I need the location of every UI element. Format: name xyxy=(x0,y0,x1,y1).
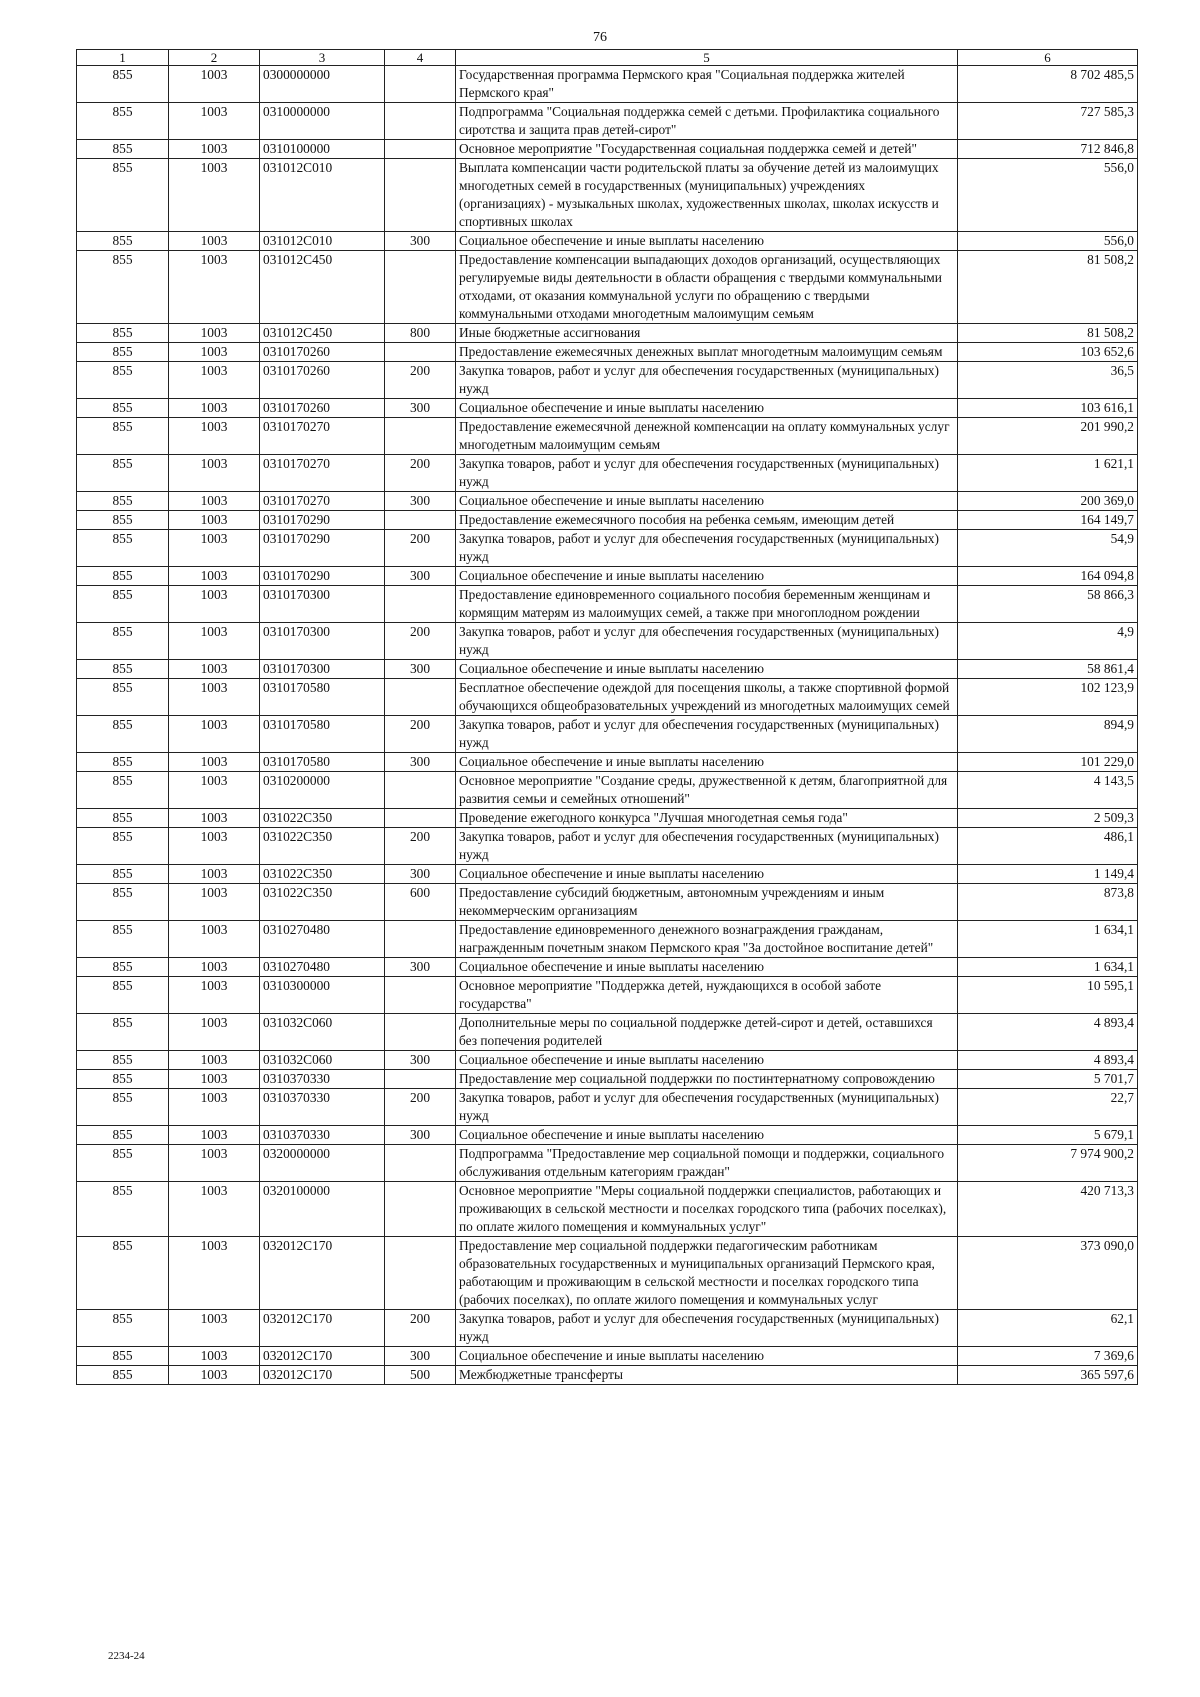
cell-item-name: Закупка товаров, работ и услуг для обеспечения государственных (муниципальных) нужд xyxy=(456,623,958,660)
cell-target-article: 0310170290 xyxy=(260,511,385,530)
cell-target-article: 0310170270 xyxy=(260,418,385,455)
cell-item-name: Межбюджетные трансферты xyxy=(456,1366,958,1385)
cell-ministry-code: 855 xyxy=(77,1366,169,1385)
table-row xyxy=(77,66,1138,103)
cell-amount: 22,7 xyxy=(958,1089,1138,1126)
cell-target-article: 031022С350 xyxy=(260,828,385,865)
cell-ministry-code: 855 xyxy=(77,1070,169,1089)
column-header: 3 xyxy=(260,50,385,66)
cell-ministry-code: 855 xyxy=(77,140,169,159)
cell-amount: 1 149,4 xyxy=(958,865,1138,884)
table-row xyxy=(77,1145,1138,1182)
cell-amount: 164 149,7 xyxy=(958,511,1138,530)
column-header: 4 xyxy=(385,50,456,66)
cell-target-article: 0300000000 xyxy=(260,66,385,103)
cell-expense-type: 300 xyxy=(385,753,456,772)
cell-ministry-code: 855 xyxy=(77,66,169,103)
cell-amount: 727 585,3 xyxy=(958,103,1138,140)
table-row xyxy=(77,1310,1138,1347)
cell-amount: 5 701,7 xyxy=(958,1070,1138,1089)
cell-expense-type: 300 xyxy=(385,958,456,977)
cell-target-article: 0310370330 xyxy=(260,1089,385,1126)
cell-target-article: 0310370330 xyxy=(260,1126,385,1145)
cell-item-name: Социальное обеспечение и иные выплаты населению xyxy=(456,567,958,586)
cell-expense-type: 200 xyxy=(385,828,456,865)
table-row xyxy=(77,1014,1138,1051)
cell-target-article: 0310170580 xyxy=(260,716,385,753)
cell-ministry-code: 855 xyxy=(77,1237,169,1310)
cell-target-article: 0320100000 xyxy=(260,1182,385,1237)
cell-expense-type xyxy=(385,1070,456,1089)
cell-section-code: 1003 xyxy=(169,511,260,530)
cell-item-name: Предоставление ежемесячных денежных выплат многодетным малоимущим семьям xyxy=(456,343,958,362)
table-row xyxy=(77,1051,1138,1070)
cell-target-article: 0310170300 xyxy=(260,660,385,679)
table-row xyxy=(77,679,1138,716)
cell-amount: 420 713,3 xyxy=(958,1182,1138,1237)
cell-ministry-code: 855 xyxy=(77,1182,169,1237)
cell-ministry-code: 855 xyxy=(77,1014,169,1051)
cell-target-article: 0310100000 xyxy=(260,140,385,159)
table-row xyxy=(77,1366,1138,1385)
cell-ministry-code: 855 xyxy=(77,530,169,567)
cell-section-code: 1003 xyxy=(169,865,260,884)
cell-amount: 164 094,8 xyxy=(958,567,1138,586)
cell-item-name: Закупка товаров, работ и услуг для обеспечения государственных (муниципальных) нужд xyxy=(456,455,958,492)
cell-expense-type: 200 xyxy=(385,1089,456,1126)
cell-ministry-code: 855 xyxy=(77,977,169,1014)
cell-expense-type: 800 xyxy=(385,324,456,343)
cell-section-code: 1003 xyxy=(169,921,260,958)
cell-amount: 103 652,6 xyxy=(958,343,1138,362)
cell-section-code: 1003 xyxy=(169,679,260,716)
table-row xyxy=(77,567,1138,586)
cell-amount: 58 866,3 xyxy=(958,586,1138,623)
cell-ministry-code: 855 xyxy=(77,586,169,623)
cell-target-article: 0310300000 xyxy=(260,977,385,1014)
cell-target-article: 032012С170 xyxy=(260,1310,385,1347)
cell-amount: 8 702 485,5 xyxy=(958,66,1138,103)
cell-item-name: Закупка товаров, работ и услуг для обеспечения государственных (муниципальных) нужд xyxy=(456,828,958,865)
cell-section-code: 1003 xyxy=(169,1347,260,1366)
cell-expense-type: 200 xyxy=(385,623,456,660)
cell-expense-type: 600 xyxy=(385,884,456,921)
cell-expense-type xyxy=(385,103,456,140)
cell-amount: 873,8 xyxy=(958,884,1138,921)
cell-item-name: Предоставление компенсации выпадающих доходов организаций, осуществляющих регулируемые виды деятельности в области обращения с твердыми коммунальными отходами, от оказания коммунальной услуги по обращению с твердыми коммунальными отходами многодетным малоимущим семьям xyxy=(456,251,958,324)
cell-ministry-code: 855 xyxy=(77,362,169,399)
cell-ministry-code: 855 xyxy=(77,1347,169,1366)
cell-item-name: Предоставление субсидий бюджетным, автономным учреждениям и иным некоммерческим организациям xyxy=(456,884,958,921)
table-row xyxy=(77,977,1138,1014)
cell-expense-type: 300 xyxy=(385,660,456,679)
cell-ministry-code: 855 xyxy=(77,623,169,660)
cell-target-article: 032012С170 xyxy=(260,1347,385,1366)
cell-section-code: 1003 xyxy=(169,809,260,828)
cell-amount: 7 974 900,2 xyxy=(958,1145,1138,1182)
cell-ministry-code: 855 xyxy=(77,1126,169,1145)
cell-expense-type xyxy=(385,809,456,828)
cell-amount: 894,9 xyxy=(958,716,1138,753)
cell-item-name: Предоставление ежемесячной денежной компенсации на оплату коммунальных услуг многодетным малоимущим семьям xyxy=(456,418,958,455)
cell-section-code: 1003 xyxy=(169,251,260,324)
cell-item-name: Закупка товаров, работ и услуг для обеспечения государственных (муниципальных) нужд xyxy=(456,362,958,399)
cell-expense-type xyxy=(385,251,456,324)
cell-section-code: 1003 xyxy=(169,399,260,418)
cell-item-name: Подпрограмма "Предоставление мер социальной помощи и поддержки, социального обслуживания отдельным категориям граждан" xyxy=(456,1145,958,1182)
cell-expense-type: 300 xyxy=(385,865,456,884)
cell-target-article: 0310170580 xyxy=(260,679,385,716)
table-row xyxy=(77,660,1138,679)
cell-expense-type: 300 xyxy=(385,1126,456,1145)
cell-item-name: Социальное обеспечение и иные выплаты населению xyxy=(456,958,958,977)
table-row xyxy=(77,324,1138,343)
cell-amount: 1 621,1 xyxy=(958,455,1138,492)
cell-amount: 7 369,6 xyxy=(958,1347,1138,1366)
cell-target-article: 0310270480 xyxy=(260,958,385,977)
cell-expense-type: 200 xyxy=(385,716,456,753)
cell-target-article: 0310170290 xyxy=(260,530,385,567)
cell-ministry-code: 855 xyxy=(77,1051,169,1070)
cell-target-article: 0310170270 xyxy=(260,455,385,492)
table-body xyxy=(77,66,1138,1385)
cell-target-article: 031022С350 xyxy=(260,884,385,921)
cell-ministry-code: 855 xyxy=(77,660,169,679)
cell-item-name: Социальное обеспечение и иные выплаты населению xyxy=(456,232,958,251)
cell-expense-type: 200 xyxy=(385,530,456,567)
cell-section-code: 1003 xyxy=(169,828,260,865)
cell-target-article: 0310170580 xyxy=(260,753,385,772)
table-row xyxy=(77,1237,1138,1310)
cell-amount: 4 893,4 xyxy=(958,1014,1138,1051)
cell-ministry-code: 855 xyxy=(77,772,169,809)
cell-ministry-code: 855 xyxy=(77,492,169,511)
cell-target-article: 0310170260 xyxy=(260,399,385,418)
cell-amount: 81 508,2 xyxy=(958,251,1138,324)
cell-amount: 4 893,4 xyxy=(958,1051,1138,1070)
cell-amount: 556,0 xyxy=(958,159,1138,232)
table-row xyxy=(77,232,1138,251)
cell-target-article: 0310200000 xyxy=(260,772,385,809)
cell-target-article: 0310170260 xyxy=(260,362,385,399)
table-row xyxy=(77,884,1138,921)
cell-amount: 81 508,2 xyxy=(958,324,1138,343)
cell-item-name: Социальное обеспечение и иные выплаты населению xyxy=(456,660,958,679)
table-row xyxy=(77,1089,1138,1126)
cell-item-name: Предоставление мер социальной поддержки педагогическим работникам образовательных государственных и муниципальных организаций Пермского края, работающим и проживающим в сельской местности и поселках городского типа (рабочих поселках), по оплате жилого помещения и коммунальных услуг xyxy=(456,1237,958,1310)
cell-target-article: 031012С010 xyxy=(260,159,385,232)
table-row xyxy=(77,958,1138,977)
cell-amount: 5 679,1 xyxy=(958,1126,1138,1145)
table-row xyxy=(77,1070,1138,1089)
cell-section-code: 1003 xyxy=(169,530,260,567)
cell-target-article: 0310000000 xyxy=(260,103,385,140)
cell-target-article: 0310170270 xyxy=(260,492,385,511)
cell-ministry-code: 855 xyxy=(77,958,169,977)
cell-item-name: Социальное обеспечение и иные выплаты населению xyxy=(456,1347,958,1366)
cell-item-name: Основное мероприятие "Поддержка детей, нуждающихся в особой заботе государства" xyxy=(456,977,958,1014)
cell-target-article: 0310170290 xyxy=(260,567,385,586)
cell-ministry-code: 855 xyxy=(77,324,169,343)
cell-section-code: 1003 xyxy=(169,586,260,623)
cell-expense-type: 300 xyxy=(385,492,456,511)
cell-item-name: Предоставление ежемесячного пособия на ребенка семьям, имеющим детей xyxy=(456,511,958,530)
table-row xyxy=(77,1182,1138,1237)
cell-target-article: 0310170260 xyxy=(260,343,385,362)
table-row xyxy=(77,772,1138,809)
cell-expense-type xyxy=(385,921,456,958)
cell-section-code: 1003 xyxy=(169,977,260,1014)
cell-item-name: Бесплатное обеспечение одеждой для посещения школы, а также спортивной формой обучающихся общеобразовательных учреждений из многодетных малоимущих семей xyxy=(456,679,958,716)
cell-section-code: 1003 xyxy=(169,1310,260,1347)
cell-expense-type xyxy=(385,977,456,1014)
cell-ministry-code: 855 xyxy=(77,567,169,586)
cell-ministry-code: 855 xyxy=(77,232,169,251)
cell-ministry-code: 855 xyxy=(77,921,169,958)
cell-target-article: 031022С350 xyxy=(260,809,385,828)
cell-amount: 62,1 xyxy=(958,1310,1138,1347)
cell-amount: 102 123,9 xyxy=(958,679,1138,716)
table-row xyxy=(77,809,1138,828)
cell-amount: 373 090,0 xyxy=(958,1237,1138,1310)
cell-section-code: 1003 xyxy=(169,66,260,103)
cell-item-name: Социальное обеспечение и иные выплаты населению xyxy=(456,753,958,772)
cell-target-article: 0310370330 xyxy=(260,1070,385,1089)
cell-ministry-code: 855 xyxy=(77,753,169,772)
table-row xyxy=(77,828,1138,865)
cell-expense-type: 200 xyxy=(385,455,456,492)
cell-section-code: 1003 xyxy=(169,1126,260,1145)
cell-target-article: 0320000000 xyxy=(260,1145,385,1182)
cell-section-code: 1003 xyxy=(169,232,260,251)
cell-section-code: 1003 xyxy=(169,772,260,809)
cell-amount: 4,9 xyxy=(958,623,1138,660)
cell-ministry-code: 855 xyxy=(77,884,169,921)
cell-item-name: Социальное обеспечение и иные выплаты населению xyxy=(456,865,958,884)
cell-ministry-code: 855 xyxy=(77,455,169,492)
cell-target-article: 031012С010 xyxy=(260,232,385,251)
table-row xyxy=(77,1347,1138,1366)
cell-item-name: Предоставление мер социальной поддержки по постинтернатному сопровождению xyxy=(456,1070,958,1089)
cell-ministry-code: 855 xyxy=(77,418,169,455)
cell-expense-type xyxy=(385,418,456,455)
cell-section-code: 1003 xyxy=(169,1070,260,1089)
cell-target-article: 031012С450 xyxy=(260,251,385,324)
table-row xyxy=(77,753,1138,772)
table-row xyxy=(77,865,1138,884)
cell-section-code: 1003 xyxy=(169,1237,260,1310)
cell-target-article: 032012С170 xyxy=(260,1237,385,1310)
cell-section-code: 1003 xyxy=(169,418,260,455)
cell-amount: 1 634,1 xyxy=(958,958,1138,977)
cell-target-article: 0310170300 xyxy=(260,623,385,660)
column-header: 1 xyxy=(77,50,169,66)
cell-expense-type xyxy=(385,1182,456,1237)
cell-item-name: Проведение ежегодного конкурса "Лучшая многодетная семья года" xyxy=(456,809,958,828)
column-header: 5 xyxy=(456,50,958,66)
cell-item-name: Предоставление единовременного социального пособия беременным женщинам и кормящим матерям из малоимущих семей, а также при многоплодном рождении xyxy=(456,586,958,623)
cell-ministry-code: 855 xyxy=(77,679,169,716)
column-header: 2 xyxy=(169,50,260,66)
cell-item-name: Закупка товаров, работ и услуг для обеспечения государственных (муниципальных) нужд xyxy=(456,716,958,753)
cell-item-name: Предоставление единовременного денежного вознаграждения гражданам, награжденным почетным знаком Пермского края "За достойное воспитание детей" xyxy=(456,921,958,958)
cell-section-code: 1003 xyxy=(169,103,260,140)
cell-section-code: 1003 xyxy=(169,492,260,511)
cell-item-name: Подпрограмма "Социальная поддержка семей с детьми. Профилактика социального сиротства и защита прав детей-сирот" xyxy=(456,103,958,140)
cell-ministry-code: 855 xyxy=(77,1145,169,1182)
cell-expense-type: 200 xyxy=(385,362,456,399)
cell-ministry-code: 855 xyxy=(77,716,169,753)
cell-target-article: 031012С450 xyxy=(260,324,385,343)
cell-item-name: Основное мероприятие "Государственная социальная поддержка семей и детей" xyxy=(456,140,958,159)
cell-amount: 4 143,5 xyxy=(958,772,1138,809)
table-header xyxy=(77,50,1138,66)
cell-expense-type xyxy=(385,1145,456,1182)
cell-item-name: Выплата компенсации части родительской платы за обучение детей из малоимущих многодетных семей в государственных (муниципальных) учреждениях (организациях) - музыкальных школах, художественных школах, школах искусств и спортивных школах xyxy=(456,159,958,232)
cell-expense-type: 300 xyxy=(385,1051,456,1070)
cell-amount: 36,5 xyxy=(958,362,1138,399)
cell-amount: 10 595,1 xyxy=(958,977,1138,1014)
cell-section-code: 1003 xyxy=(169,1145,260,1182)
cell-amount: 365 597,6 xyxy=(958,1366,1138,1385)
cell-ministry-code: 855 xyxy=(77,399,169,418)
page-number: 76 xyxy=(593,30,607,45)
table-row xyxy=(77,623,1138,660)
cell-expense-type xyxy=(385,586,456,623)
cell-target-article: 0310170300 xyxy=(260,586,385,623)
cell-section-code: 1003 xyxy=(169,362,260,399)
cell-item-name: Социальное обеспечение и иные выплаты населению xyxy=(456,1126,958,1145)
cell-section-code: 1003 xyxy=(169,1182,260,1237)
cell-expense-type xyxy=(385,343,456,362)
cell-item-name: Основное мероприятие "Меры социальной поддержки специалистов, работающих и проживающих в сельской местности и поселках городского типа (рабочих поселках), по оплате жилого помещения и коммунальных услуг" xyxy=(456,1182,958,1237)
cell-ministry-code: 855 xyxy=(77,809,169,828)
table-row xyxy=(77,1126,1138,1145)
cell-section-code: 1003 xyxy=(169,1014,260,1051)
cell-amount: 712 846,8 xyxy=(958,140,1138,159)
cell-ministry-code: 855 xyxy=(77,343,169,362)
cell-section-code: 1003 xyxy=(169,159,260,232)
cell-ministry-code: 855 xyxy=(77,251,169,324)
table-row xyxy=(77,103,1138,140)
cell-ministry-code: 855 xyxy=(77,159,169,232)
column-header: 6 xyxy=(958,50,1138,66)
table-row xyxy=(77,921,1138,958)
cell-expense-type: 300 xyxy=(385,1347,456,1366)
cell-ministry-code: 855 xyxy=(77,511,169,530)
cell-section-code: 1003 xyxy=(169,1089,260,1126)
cell-expense-type xyxy=(385,772,456,809)
cell-item-name: Государственная программа Пермского края "Социальная поддержка жителей Пермского края" xyxy=(456,66,958,103)
cell-item-name: Основное мероприятие "Создание среды, дружественной к детям, благоприятной для развития семьи и семейных отношений" xyxy=(456,772,958,809)
table-row xyxy=(77,399,1138,418)
document-code: 2234-24 xyxy=(108,1650,145,1662)
cell-ministry-code: 855 xyxy=(77,828,169,865)
cell-section-code: 1003 xyxy=(169,324,260,343)
cell-item-name: Закупка товаров, работ и услуг для обеспечения государственных (муниципальных) нужд xyxy=(456,1310,958,1347)
table-row xyxy=(77,492,1138,511)
column-number-row xyxy=(77,50,1138,66)
cell-amount: 101 229,0 xyxy=(958,753,1138,772)
cell-expense-type xyxy=(385,1014,456,1051)
cell-section-code: 1003 xyxy=(169,343,260,362)
cell-item-name: Социальное обеспечение и иные выплаты населению xyxy=(456,1051,958,1070)
cell-section-code: 1003 xyxy=(169,884,260,921)
cell-section-code: 1003 xyxy=(169,958,260,977)
cell-item-name: Дополнительные меры по социальной поддержке детей-сирот и детей, оставшихся без попечения родителей xyxy=(456,1014,958,1051)
cell-section-code: 1003 xyxy=(169,140,260,159)
cell-section-code: 1003 xyxy=(169,716,260,753)
table-row xyxy=(77,159,1138,232)
table-row xyxy=(77,418,1138,455)
cell-expense-type: 200 xyxy=(385,1310,456,1347)
cell-section-code: 1003 xyxy=(169,623,260,660)
cell-section-code: 1003 xyxy=(169,660,260,679)
cell-section-code: 1003 xyxy=(169,1051,260,1070)
cell-expense-type xyxy=(385,159,456,232)
cell-amount: 200 369,0 xyxy=(958,492,1138,511)
table-row xyxy=(77,140,1138,159)
cell-target-article: 031022С350 xyxy=(260,865,385,884)
table-row xyxy=(77,343,1138,362)
table-row xyxy=(77,511,1138,530)
cell-amount: 201 990,2 xyxy=(958,418,1138,455)
table-row xyxy=(77,716,1138,753)
cell-amount: 556,0 xyxy=(958,232,1138,251)
cell-expense-type: 500 xyxy=(385,1366,456,1385)
cell-section-code: 1003 xyxy=(169,567,260,586)
cell-target-article: 031032С060 xyxy=(260,1014,385,1051)
cell-expense-type xyxy=(385,679,456,716)
cell-ministry-code: 855 xyxy=(77,1310,169,1347)
cell-item-name: Закупка товаров, работ и услуг для обеспечения государственных (муниципальных) нужд xyxy=(456,530,958,567)
cell-expense-type: 300 xyxy=(385,399,456,418)
cell-item-name: Социальное обеспечение и иные выплаты населению xyxy=(456,492,958,511)
cell-item-name: Иные бюджетные ассигнования xyxy=(456,324,958,343)
table-row xyxy=(77,362,1138,399)
cell-section-code: 1003 xyxy=(169,455,260,492)
cell-ministry-code: 855 xyxy=(77,1089,169,1126)
cell-amount: 103 616,1 xyxy=(958,399,1138,418)
cell-target-article: 031032С060 xyxy=(260,1051,385,1070)
cell-section-code: 1003 xyxy=(169,753,260,772)
cell-item-name: Закупка товаров, работ и услуг для обеспечения государственных (муниципальных) нужд xyxy=(456,1089,958,1126)
cell-expense-type xyxy=(385,511,456,530)
cell-ministry-code: 855 xyxy=(77,103,169,140)
cell-item-name: Социальное обеспечение и иные выплаты населению xyxy=(456,399,958,418)
cell-target-article: 0310270480 xyxy=(260,921,385,958)
cell-ministry-code: 855 xyxy=(77,865,169,884)
cell-amount: 2 509,3 xyxy=(958,809,1138,828)
budget-table xyxy=(76,49,1138,1385)
cell-expense-type xyxy=(385,1237,456,1310)
cell-expense-type: 300 xyxy=(385,567,456,586)
cell-amount: 1 634,1 xyxy=(958,921,1138,958)
table-row xyxy=(77,251,1138,324)
cell-target-article: 032012С170 xyxy=(260,1366,385,1385)
table-row xyxy=(77,455,1138,492)
cell-amount: 58 861,4 xyxy=(958,660,1138,679)
cell-expense-type xyxy=(385,140,456,159)
cell-amount: 486,1 xyxy=(958,828,1138,865)
table-row xyxy=(77,586,1138,623)
cell-amount: 54,9 xyxy=(958,530,1138,567)
cell-expense-type: 300 xyxy=(385,232,456,251)
table-row xyxy=(77,530,1138,567)
cell-section-code: 1003 xyxy=(169,1366,260,1385)
cell-expense-type xyxy=(385,66,456,103)
